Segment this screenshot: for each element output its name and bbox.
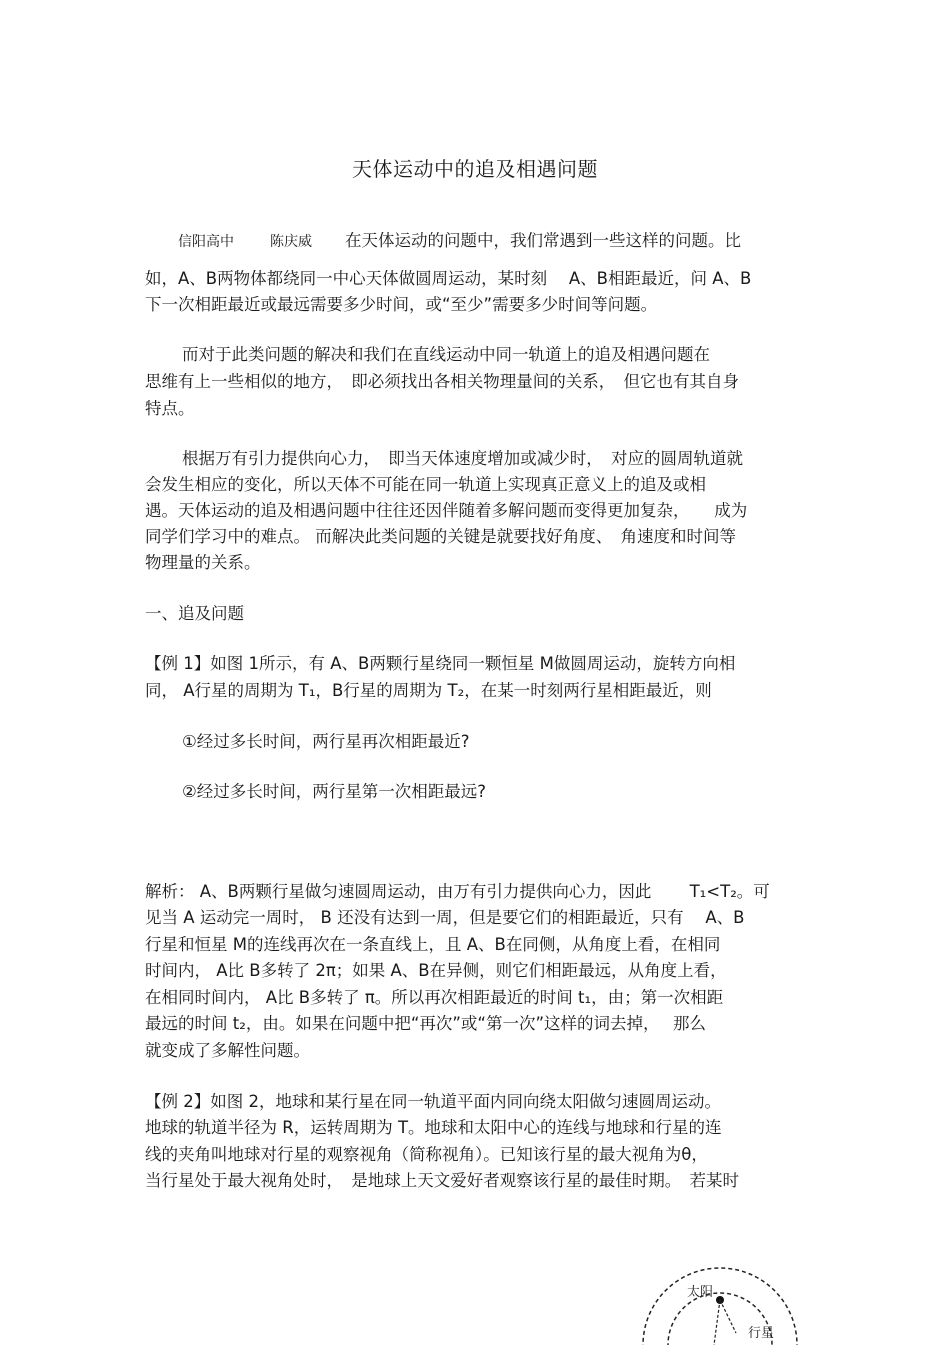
sun-label: 太阳 <box>687 1285 714 1300</box>
orbit-diagram <box>630 1225 810 1345</box>
page-title: 天体运动中的追及相遇问题 <box>352 157 598 181</box>
paragraph-line: 同学们学习中的难点。 而解决此类问题的关键是就要找好角度、 角速度和时间等 <box>145 527 736 546</box>
paragraph-line: 解析： A、B两颗行星做匀速圆周运动，由万有引力提供向心力，因此 T₁<T₂。可 <box>145 882 770 901</box>
paragraph-line: 行星和恒星 M的连线再次在一条直线上，且 A、B在同侧，从角度上看，在相同 <box>145 935 721 954</box>
paragraph-line: 物理量的关系。 <box>145 553 261 572</box>
paragraph-line: 如，A、B两物体都绕同一中心天体做圆周运动，某时刻 A、B相距最近，问 A、B <box>145 269 752 288</box>
question-2: ②经过多长时间，两行星第一次相距最远? <box>182 782 487 801</box>
paragraph-line: 在相同时间内， A比 B多转了 π。所以再次相距最近的时间 t₁，由；第一次相距 <box>145 988 724 1007</box>
paragraph-line: 线的夹角叫地球对行星的观察视角（简称视角）。已知该行星的最大视角为θ， <box>145 1145 708 1164</box>
planet-label: 行星 <box>748 1326 775 1341</box>
paragraph-line: 时间内， A比 B多转了 2π；如果 A、B在异侧，则它们相距最远，从角度上看， <box>145 961 727 980</box>
section-heading: 一、追及问题 <box>145 604 244 623</box>
sight-line-b <box>720 1300 736 1333</box>
question-1: ①经过多长时间，两行星再次相距最近? <box>182 732 470 751</box>
paragraph-line: 思维有上一些相似的地方， 即必须找出各相关物理量间的关系， 但它也有其自身 <box>145 372 739 391</box>
paragraph-line: 在天体运动的问题中，我们常遇到一些这样的问题。比 <box>345 231 741 250</box>
paragraph-line: 下一次相距最近或最远需要多少时间，或“至少”需要多少时间等问题。 <box>145 295 658 314</box>
paragraph-line: 见当 A 运动完一周时， B 还没有达到一周，但是要它们的相距最近，只有 A、B <box>145 908 745 927</box>
paragraph-line: 【例 2】如图 2，地球和某行星在同一轨道平面内同向绕太阳做匀速圆周运动。 <box>145 1092 721 1111</box>
sight-line-a <box>714 1300 720 1345</box>
paragraph-line: 地球的轨道半径为 R，运转周期为 T。地球和太阳中心的连线与地球和行星的连 <box>145 1118 722 1137</box>
paragraph-line: 当行星处于最大视角处时， 是地球上天文爱好者观察该行星的最佳时期。 若某时 <box>145 1171 739 1190</box>
author-school: 信阳高中 <box>178 234 234 250</box>
paragraph-line: 【例 1】如图 1所示，有 A、B两颗行星绕同一颗恒星 M做圆周运动，旋转方向相 <box>145 654 736 673</box>
paragraph-line: 而对于此类问题的解决和我们在直线运动中同一轨道上的追及相遇问题在 <box>182 345 710 364</box>
paragraph-line: 就变成了多解性问题。 <box>145 1041 310 1060</box>
paragraph-line: 会发生相应的变化，所以天体不可能在同一轨道上实现真正意义上的追及或相 <box>145 475 706 494</box>
paragraph-line: 遇。天体运动的追及相遇问题中往往还因伴随着多解问题而变得更加复杂， 成为 <box>145 501 748 520</box>
author-name: 陈庆威 <box>270 234 312 250</box>
paragraph-line: 特点。 <box>145 399 195 418</box>
paragraph-line: 同， A行星的周期为 T₁，B行星的周期为 T₂，在某一时刻两行星相距最近，则 <box>145 681 712 700</box>
paragraph-line: 最远的时间 t₂，由。如果在问题中把“再次”或“第一次”这样的词去掉， 那么 <box>145 1014 707 1033</box>
paragraph-line: 根据万有引力提供向心力， 即当天体速度增加或减少时， 对应的圆周轨道就 <box>182 449 743 468</box>
